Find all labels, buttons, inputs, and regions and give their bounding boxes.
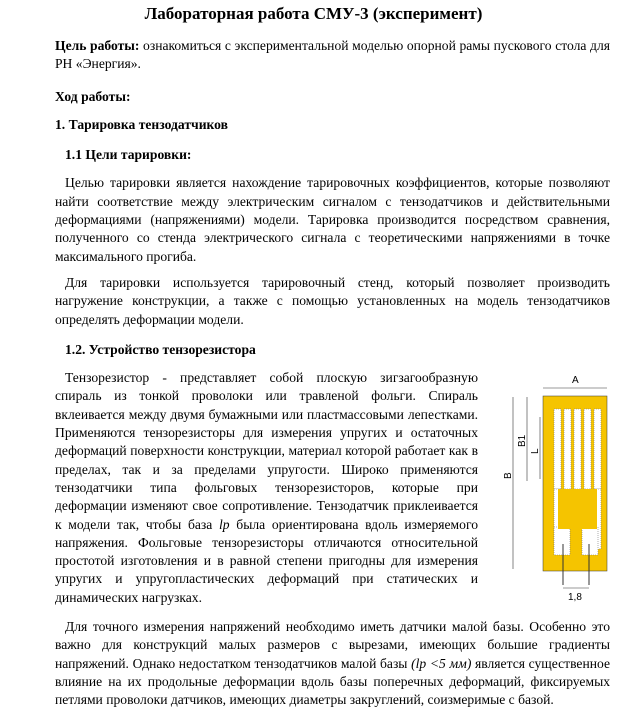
dim-label-b1: B1 — [517, 434, 528, 448]
goal-label: Цель работы: — [55, 38, 140, 53]
base-formula: (lр <5 мм) — [411, 655, 472, 671]
p3-text-a: Тензорезистор - представляет собой плоскую зигзагообразную спираль из тонкой проволоки или травленой фольги. Спираль вклеивается между двумя бумажными или пластмассовыми лепестками. Применяются тензорезисторы для измерения упругих и остаточных деформаций поверхности конструкции, материал которой работает как в пределах, так и за пределами упругости. Широко применяются тензодатчики типа фольговых тензорезисторов, которые при деформации изменяют свое сопротивление. Тензодатчик приклеивается к модели так, чтобы база — [55, 370, 478, 532]
dim-label-spacing: 1,8 — [568, 592, 582, 604]
p3-text-b: была ориентирована вдоль измеряемого напряжения. Фольговые тензорезисторы отличаются относительной простотой изготовления и в равной степени пригодны для измерения упругих и упругопластических деформаций при статических и динамических нагрузках. — [55, 516, 478, 605]
gauge-pad — [558, 489, 597, 529]
dim-label-b: B — [503, 472, 514, 480]
paragraph-1: Целью тарировки является нахождение тарировочных коэффициентов, которые позволяют найти соответствие между электрическим сигналом с тензодатчиков и действительными деформациями (напряжениями) модели. Тарировка производится посредством сравнения, полученного со стенда электрического сигнала с теоретическими напряжениями в точке максимального прогиба. — [55, 175, 610, 264]
section-1-1-heading: 1.1 Цели тарировки: — [65, 147, 192, 163]
dim-label-a: A — [572, 375, 579, 387]
paragraph-4 — [55, 618, 610, 709]
goal-text: ознакомиться с экспериментальной моделью опорной рамы пускового стола для РН «Энергия». — [55, 38, 610, 72]
section-1-heading: 1. Тарировка тензодатчиков — [55, 116, 228, 132]
base-variable: lр — [219, 516, 230, 532]
p4-text-b: является существенное влияние на их продольные деформации вдоль базы поперечных деформаций, фиксируемых петлями проволоки датчиков, имеющих диаметры закруглений, соизмеримые с базой. — [55, 655, 611, 708]
section-1-2-body — [55, 369, 610, 608]
page-title: Лабораторная работа СМУ-3 (эксперимент) — [144, 4, 483, 23]
section-1-2-heading: 1.2. Устройство тензорезистора — [65, 341, 256, 357]
goal-paragraph — [55, 37, 610, 74]
dim-label-l: L — [530, 448, 541, 455]
progress-heading: Ход работы: — [55, 88, 131, 104]
p4-text-a: Для точного измерения напряжений необходимо иметь датчики малой базы. Особенно это важно для конструкций малых размеров с вырезами, имеющих большие градиенты напряжений. Однако недостатком тензодатчиков малой базы — [55, 619, 610, 671]
paragraph-2: Для тарировки используется тарировочный стенд, который позволяет производить нагружение конструкции, а также с помощью установленных на модель тензодатчиков определять деформации модели. — [55, 274, 610, 327]
strain-gauge-figure — [490, 369, 610, 604]
